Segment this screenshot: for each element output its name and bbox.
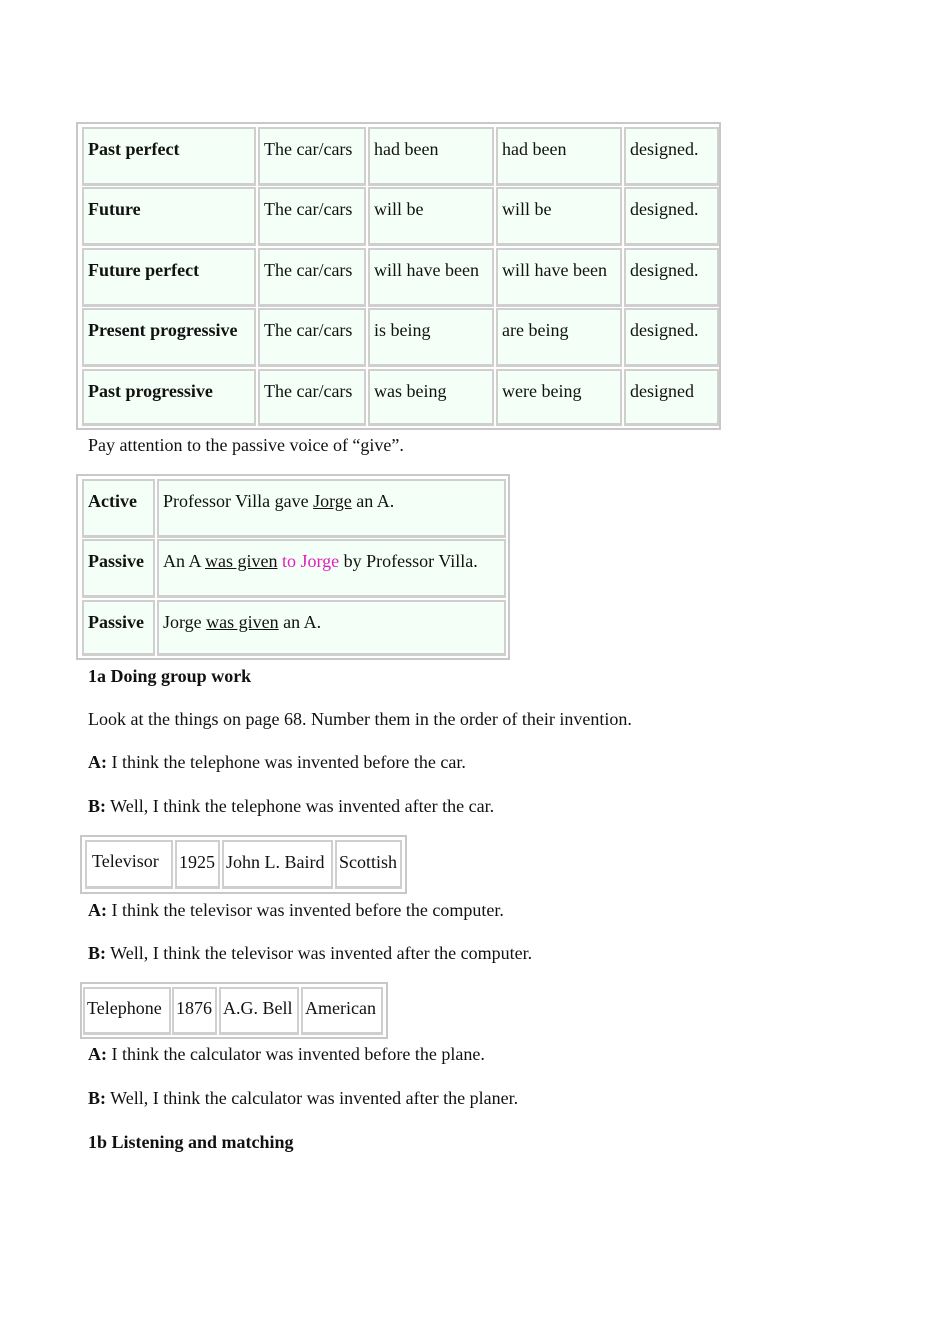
inventor-cell: A.G. Bell <box>219 987 299 1035</box>
sentence-text: Professor Villa gave <box>163 491 314 511</box>
section-1b-heading: 1b Listening and matching <box>88 1132 294 1152</box>
singular-cell: will be <box>368 187 494 246</box>
subject-cell: The car/cars <box>258 127 366 186</box>
subject-cell: The car/cars <box>258 308 366 367</box>
plural-cell: were being <box>496 369 622 426</box>
underlined-word: was given <box>206 612 279 632</box>
plural-cell: are being <box>496 308 622 367</box>
dialog-line <box>88 1043 485 1065</box>
invention-table-telephone <box>80 982 388 1039</box>
singular-cell: was being <box>368 369 494 426</box>
invention-name-cell: Telephone <box>83 987 171 1035</box>
give-table <box>76 474 510 660</box>
voice-label-cell: Passive <box>82 600 155 656</box>
nationality-cell: American <box>301 987 383 1035</box>
invention-year-cell: 1876 <box>172 987 217 1035</box>
tense-cell: Past progressive <box>82 369 256 426</box>
sentence-cell <box>157 479 506 538</box>
verb-cell: designed. <box>624 248 719 307</box>
speaker-label: B: <box>88 796 106 816</box>
speaker-label: B: <box>88 943 106 963</box>
plural-cell: will have been <box>496 248 622 307</box>
subject-cell: The car/cars <box>258 248 366 307</box>
speaker-label: B: <box>88 1088 106 1108</box>
singular-cell: had been <box>368 127 494 186</box>
highlighted-phrase: to Jorge <box>282 551 340 571</box>
tense-cell: Past perfect <box>82 127 256 186</box>
sentence-cell <box>157 539 506 598</box>
dialog-text: I think the televisor was invented before the computer. <box>107 900 504 920</box>
sentence-text: an A. <box>351 491 395 511</box>
sentence-text: by Professor Villa. <box>339 551 478 571</box>
voice-label-cell: Active <box>82 479 155 538</box>
dialog-line <box>88 751 466 773</box>
verb-cell: designed. <box>624 127 719 186</box>
subject-cell: The car/cars <box>258 187 366 246</box>
subject-cell: The car/cars <box>258 369 366 426</box>
dialog-text: I think the telephone was invented before the car. <box>107 752 466 772</box>
plural-cell: will be <box>496 187 622 246</box>
dialog-line <box>88 795 494 817</box>
tense-cell: Future perfect <box>82 248 256 307</box>
singular-cell: is being <box>368 308 494 367</box>
invention-name-cell: Televisor <box>85 840 173 889</box>
speaker-label: A: <box>88 1044 107 1064</box>
voice-label-cell: Passive <box>82 539 155 598</box>
verb-cell: designed. <box>624 308 719 367</box>
section-1a-heading: 1a Doing group work <box>88 666 252 686</box>
verb-cell: designed <box>624 369 719 426</box>
dialog-text: Well, I think the televisor was invented after the computer. <box>106 943 533 963</box>
nationality-cell: Scottish <box>335 840 402 889</box>
dialog-text: I think the calculator was invented before the plane. <box>107 1044 485 1064</box>
dialog-text: Well, I think the telephone was invented after the car. <box>106 796 495 816</box>
plural-cell: had been <box>496 127 622 186</box>
invention-table-televisor <box>80 835 407 894</box>
inventor-cell: John L. Baird <box>222 840 333 889</box>
dialog-line <box>88 899 504 921</box>
sentence-text: An A <box>163 551 206 571</box>
section-1a-instruction: Look at the things on page 68. Number them in the order of their invention. <box>88 709 632 729</box>
tense-table <box>76 122 721 430</box>
verb-cell: designed. <box>624 187 719 246</box>
speaker-label: A: <box>88 900 107 920</box>
underlined-word: was given <box>205 551 278 571</box>
dialog-text: Well, I think the calculator was invented after the planer. <box>106 1088 519 1108</box>
underlined-word: Jorge <box>313 491 352 511</box>
tense-cell: Present progressive <box>82 308 256 367</box>
dialog-line <box>88 942 532 964</box>
give-note: Pay attention to the passive voice of “give”. <box>88 435 404 455</box>
sentence-text: an A. <box>278 612 322 632</box>
speaker-label: A: <box>88 752 107 772</box>
dialog-line <box>88 1087 518 1109</box>
sentence-cell <box>157 600 506 656</box>
tense-cell: Future <box>82 187 256 246</box>
singular-cell: will have been <box>368 248 494 307</box>
sentence-text: Jorge <box>163 612 207 632</box>
invention-year-cell: 1925 <box>175 840 220 889</box>
